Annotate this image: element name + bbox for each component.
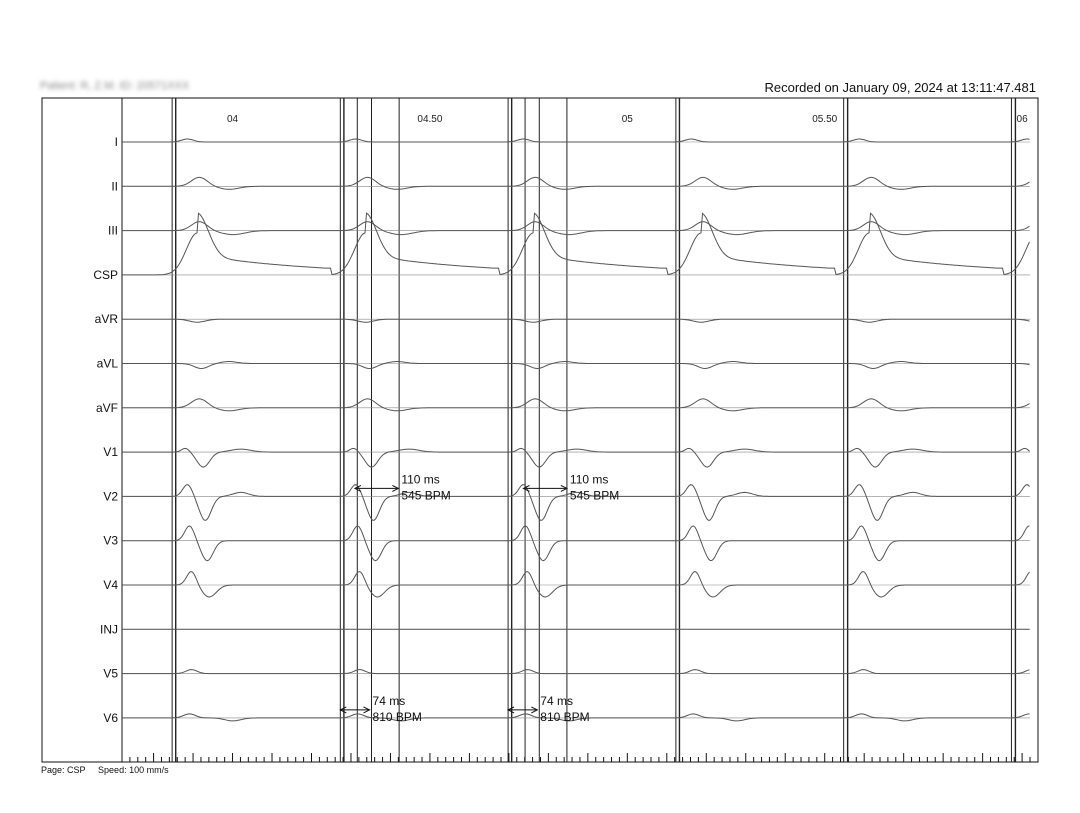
time-tick-label: 05 (621, 114, 633, 125)
measurement-rate: 810 BPM (372, 709, 422, 724)
channel-label-v5: V5 (103, 666, 118, 681)
measurement-rate: 545 BPM (569, 488, 620, 503)
channel-label-ii: II (111, 179, 118, 194)
trace-v3 (122, 526, 1030, 561)
channel-label-avr: aVR (94, 312, 118, 327)
trace-avf (122, 399, 1030, 411)
trace-csp (122, 213, 1030, 275)
channel-labels (93, 135, 118, 725)
time-tick-label: 04.50 (417, 114, 443, 125)
channel-label-v4: V4 (103, 578, 118, 592)
recording-timestamp: Recorded on January 09, 2024 at 13:11:47.481 (764, 80, 1036, 95)
time-tick-label: 04 (226, 114, 239, 125)
trace-avr (122, 319, 1030, 322)
measurement-rate: 810 BPM (540, 709, 590, 724)
footer-bar (41, 765, 179, 775)
channel-label-i: I (114, 135, 118, 149)
measurement-interval: 110 ms (401, 472, 440, 487)
channel-label-inj: INJ (100, 622, 118, 637)
chart-frame (42, 98, 1038, 762)
trace-iii (122, 222, 1030, 235)
speed-label: Speed: 100 mm/s (98, 765, 169, 775)
measurement-interval: 74 ms (372, 693, 406, 708)
channel-label-avl: aVL (96, 356, 118, 371)
trace-v4 (122, 572, 1030, 598)
channel-label-v6: V6 (103, 710, 118, 725)
channel-label-avf: aVF (95, 400, 118, 415)
channel-baselines (122, 142, 1030, 718)
trace-i (122, 139, 1030, 142)
interval-measurements[interactable] (340, 472, 619, 724)
time-tick-marks (122, 753, 1030, 762)
time-tick-label: 05.50 (812, 114, 838, 125)
ecg-traces (122, 139, 1030, 721)
plot-border (42, 98, 1038, 762)
measurement-3[interactable] (340, 694, 422, 724)
measurement-1[interactable] (355, 472, 451, 502)
time-axis-labels (227, 114, 1028, 125)
trace-avl (122, 362, 1030, 369)
channel-label-csp: CSP (93, 267, 118, 282)
measurement-interval: 110 ms (569, 472, 609, 487)
channel-label-v3: V3 (103, 533, 118, 548)
channel-label-v1: V1 (103, 445, 118, 460)
trace-v5 (122, 670, 1030, 674)
time-tick-label: 06 (1016, 114, 1028, 125)
trace-ii (122, 177, 1030, 189)
measurement-rate: 545 BPM (401, 488, 451, 503)
cursor-lines[interactable] (172, 98, 1015, 762)
measurement-interval: 74 ms (540, 693, 573, 708)
channel-label-iii: III (107, 223, 118, 238)
measurement-2[interactable] (523, 472, 619, 502)
page-label: Page: CSP (41, 765, 86, 775)
patient-info: Patient: R, Z.M. ID: 20571XXX (40, 80, 190, 92)
channel-label-v2: V2 (103, 489, 118, 504)
trace-v1 (122, 448, 1030, 467)
measurement-4[interactable] (508, 694, 590, 724)
